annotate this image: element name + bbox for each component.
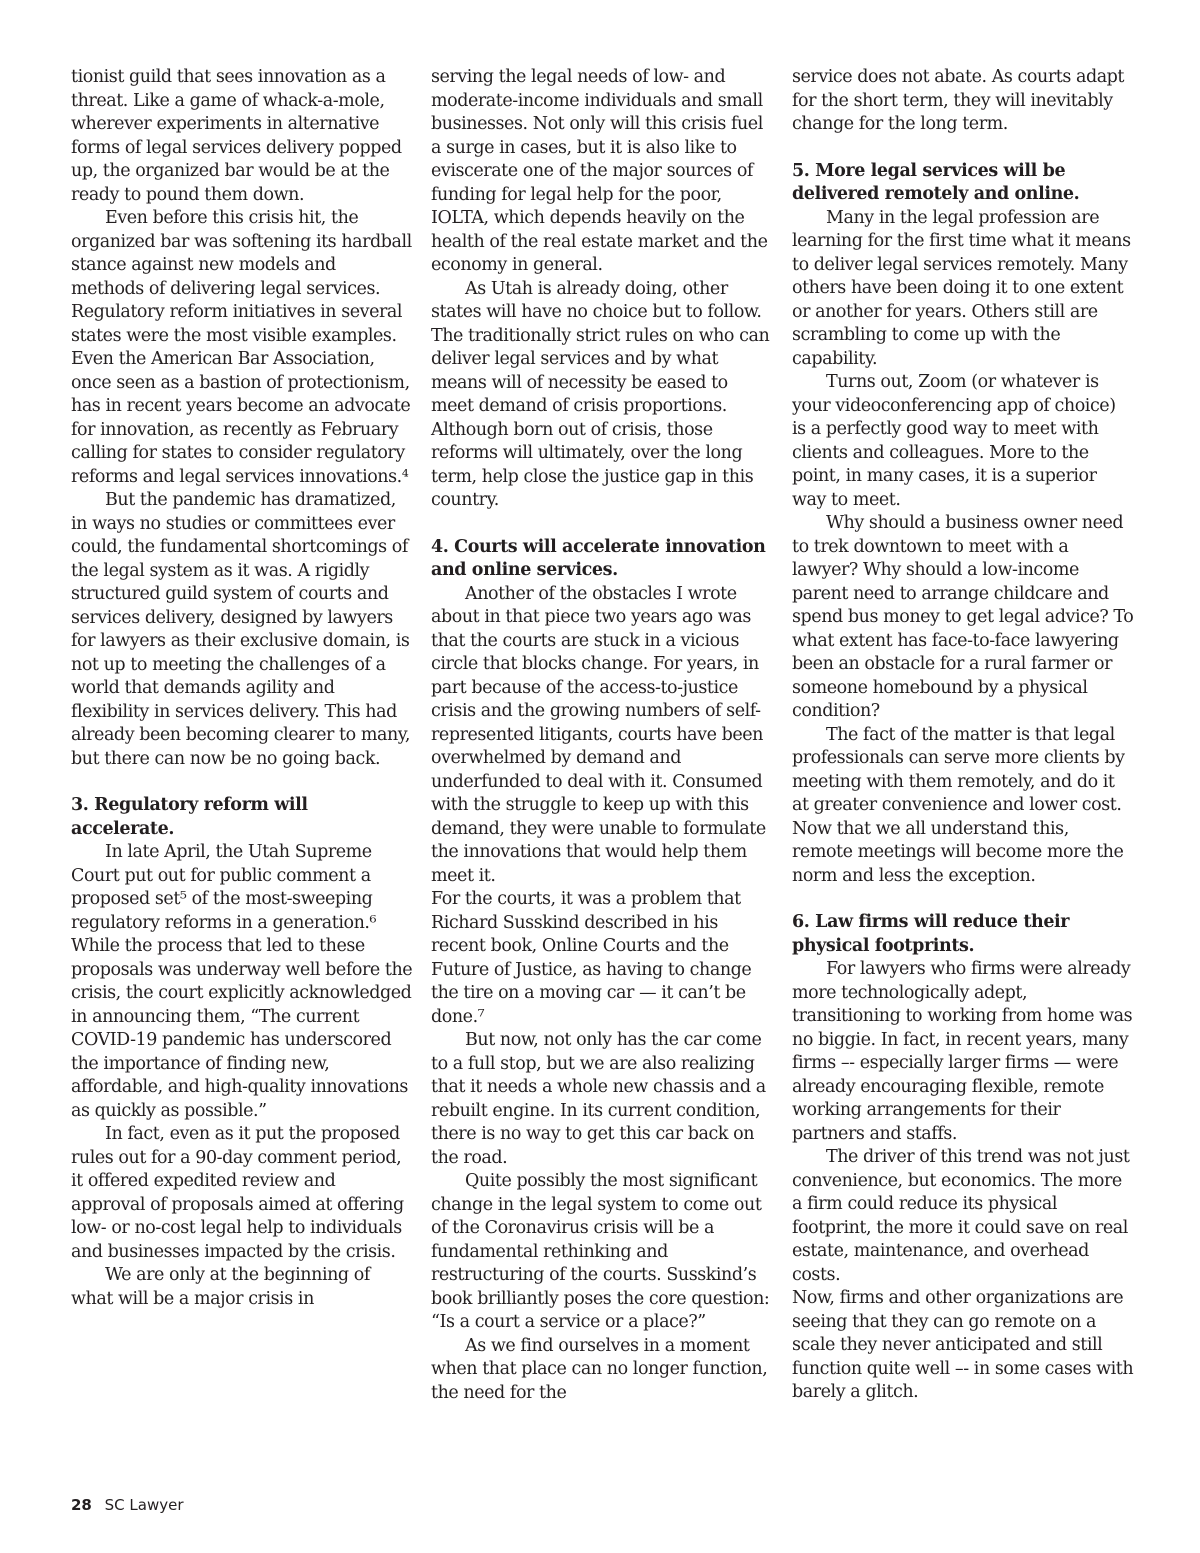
section-heading-3: 3. Regulatory reform will accelerate. <box>71 795 308 839</box>
page-number: 28 <box>71 1496 92 1514</box>
article-column-1 <box>71 66 413 1311</box>
paragraph: tionist guild that sees innovation as a threat. Like a game of whack-a-mole, wherever experiments in alternative forms of legal services delivery popped up, the organized bar would be at the ready to pound them down. <box>71 67 402 205</box>
paragraph: As Utah is already doing, other states will have no choice but to follow. The traditionally strict rules on who can deliver legal services and by what means will of necessity be eased to meet demand of crisis proportions. Although born out of crisis, those reforms will ultimately, over the long term, help close the justice gap in this country. <box>431 278 770 510</box>
paragraph: As we find ourselves in a moment when that place can no longer function, the need for the <box>431 1335 768 1403</box>
paragraph: Turns out, Zoom (or whatever is your videoconferencing app of choice) is a perfectly good way to meet with clients and colleagues. More to the point, in many cases, it is a superior way to meet. <box>792 372 1116 510</box>
paragraph: Many in the legal profession are learning for the first time what it means to deliver legal services remotely. Many others have been doing it to one extent or another for years. Others still are scrambling to come up with the capability. <box>792 207 1131 369</box>
paragraph: But now, not only has the car come to a full stop, but we are also realizing that it needs a whole new chassis and a rebuilt engine. In its current condition, there is no way to get this car back on the road. <box>431 1030 766 1168</box>
publication-name: SC Lawyer <box>104 1496 184 1514</box>
paragraph: serving the legal needs of low- and moderate-income individuals and small businesses. Not only will this crisis fuel a surge in cases, but it is also like to eviscerate one of the major sources of funding for legal help for the poor, IOLTA, which depends heavily on the health of the real estate market and the economy in general. <box>431 67 768 275</box>
paragraph: service does not abate. As courts adapt for the short term, they will inevitably change for the long term. <box>792 67 1125 134</box>
paragraph: We are only at the beginning of what will be a major crisis in <box>71 1265 370 1309</box>
article-column-2 <box>431 66 773 1405</box>
paragraph: The fact of the matter is that legal professionals can serve more clients by meeting with them remotely, and do it at greater convenience and lower cost. Now that we all understand this, remote meetings will become more the norm and less the exception. <box>792 724 1125 886</box>
paragraph: For lawyers who firms were already more technologically adept, transitioning to working from home was no biggie. In fact, in recent years, many firms –- especially larger firms — were already encouraging flexible, remote working arrangements for their partners and staffs. <box>792 959 1133 1144</box>
page-footer <box>71 1496 184 1514</box>
paragraph: The driver of this trend was not just convenience, but economics. The more a firm could reduce its physical footprint, the more it could save on real estate, maintenance, and overhead costs. <box>792 1147 1130 1285</box>
paragraph: Another of the obstacles I wrote about in that piece two years ago was that the courts are stuck in a vicious circle that blocks change. For years, in part because of the access-to-justice crisis and the growing numbers of self-represented litigants, courts have been overwhelmed by demand and underfunded to deal with it. Consumed with the struggle to keep up with this demand, they were unable to formulate the innovations that would help them meet it. <box>431 583 766 886</box>
paragraph: In fact, even as it put the proposed rules out for a 90-day comment period, it offered expedited review and approval of proposals aimed at offering low- or no-cost legal help to individuals and businesses impacted by the crisis. <box>71 1124 404 1262</box>
section-heading-4: 4. Courts will accelerate innovation and online services. <box>431 536 766 580</box>
paragraph: For the courts, it was a problem that Richard Susskind described in his recent book, Online Courts and the Future of Justice, as having to change the tire on a moving car — it can’t be done.⁷ <box>431 889 752 1027</box>
paragraph: Even before this crisis hit, the organized bar was softening its hardball stance against new models and methods of delivering legal services. Regulatory reform initiatives in several states were the most visible examples. Even the American Bar Association, once seen as a bastion of protectionism, has in recent years become an advocate for innovation, as recently as February calling for states to consider regulatory reforms and legal services innovations.⁴ <box>71 208 412 487</box>
section-heading-6: 6. Law firms will reduce their physical footprints. <box>792 912 1070 956</box>
paragraph: But the pandemic has dramatized, in ways no studies or committees ever could, the fundamental shortcomings of the legal system as it was. A rigidly structured guild system of courts and services delivery, designed by lawyers for lawyers as their exclusive domain, is not up to meeting the challenges of a world that demands agility and flexibility in services delivery. This had already been becoming clearer to many, but there can now be no going back. <box>71 490 411 769</box>
article-column-3 <box>792 66 1134 1405</box>
paragraph: Quite possibly the most significant change in the legal system to come out of the Coronavirus crisis will be a fundamental rethinking and restructuring of the courts. Susskind’s book brilliantly poses the core question: “Is a court a service or a place?” <box>431 1171 770 1332</box>
paragraph: In late April, the Utah Supreme Court put out for public comment a proposed set⁵ of the most-sweeping regulatory reforms in a generation.⁶ While the process that led to these proposals was underway well before the crisis, the court explicitly acknowledged in announcing them, “The current COVID-19 pandemic has underscored the importance of finding new, affordable, and high-quality innovations as quickly as possible.” <box>71 842 413 1121</box>
paragraph: Now, firms and other organizations are seeing that they can go remote on a scale they never anticipated and still function quite well –- in some cases with barely a glitch. <box>792 1288 1134 1402</box>
paragraph: Why should a business owner need to trek downtown to meet with a lawyer? Why should a low-income parent need to arrange childcare and spend bus money to get legal advice? To what extent has face-to-face lawyering been an obstacle for a rural farmer or someone homebound by a physical condition? <box>792 513 1134 721</box>
section-heading-5: 5. More legal services will be delivered remotely and online. <box>792 160 1080 204</box>
